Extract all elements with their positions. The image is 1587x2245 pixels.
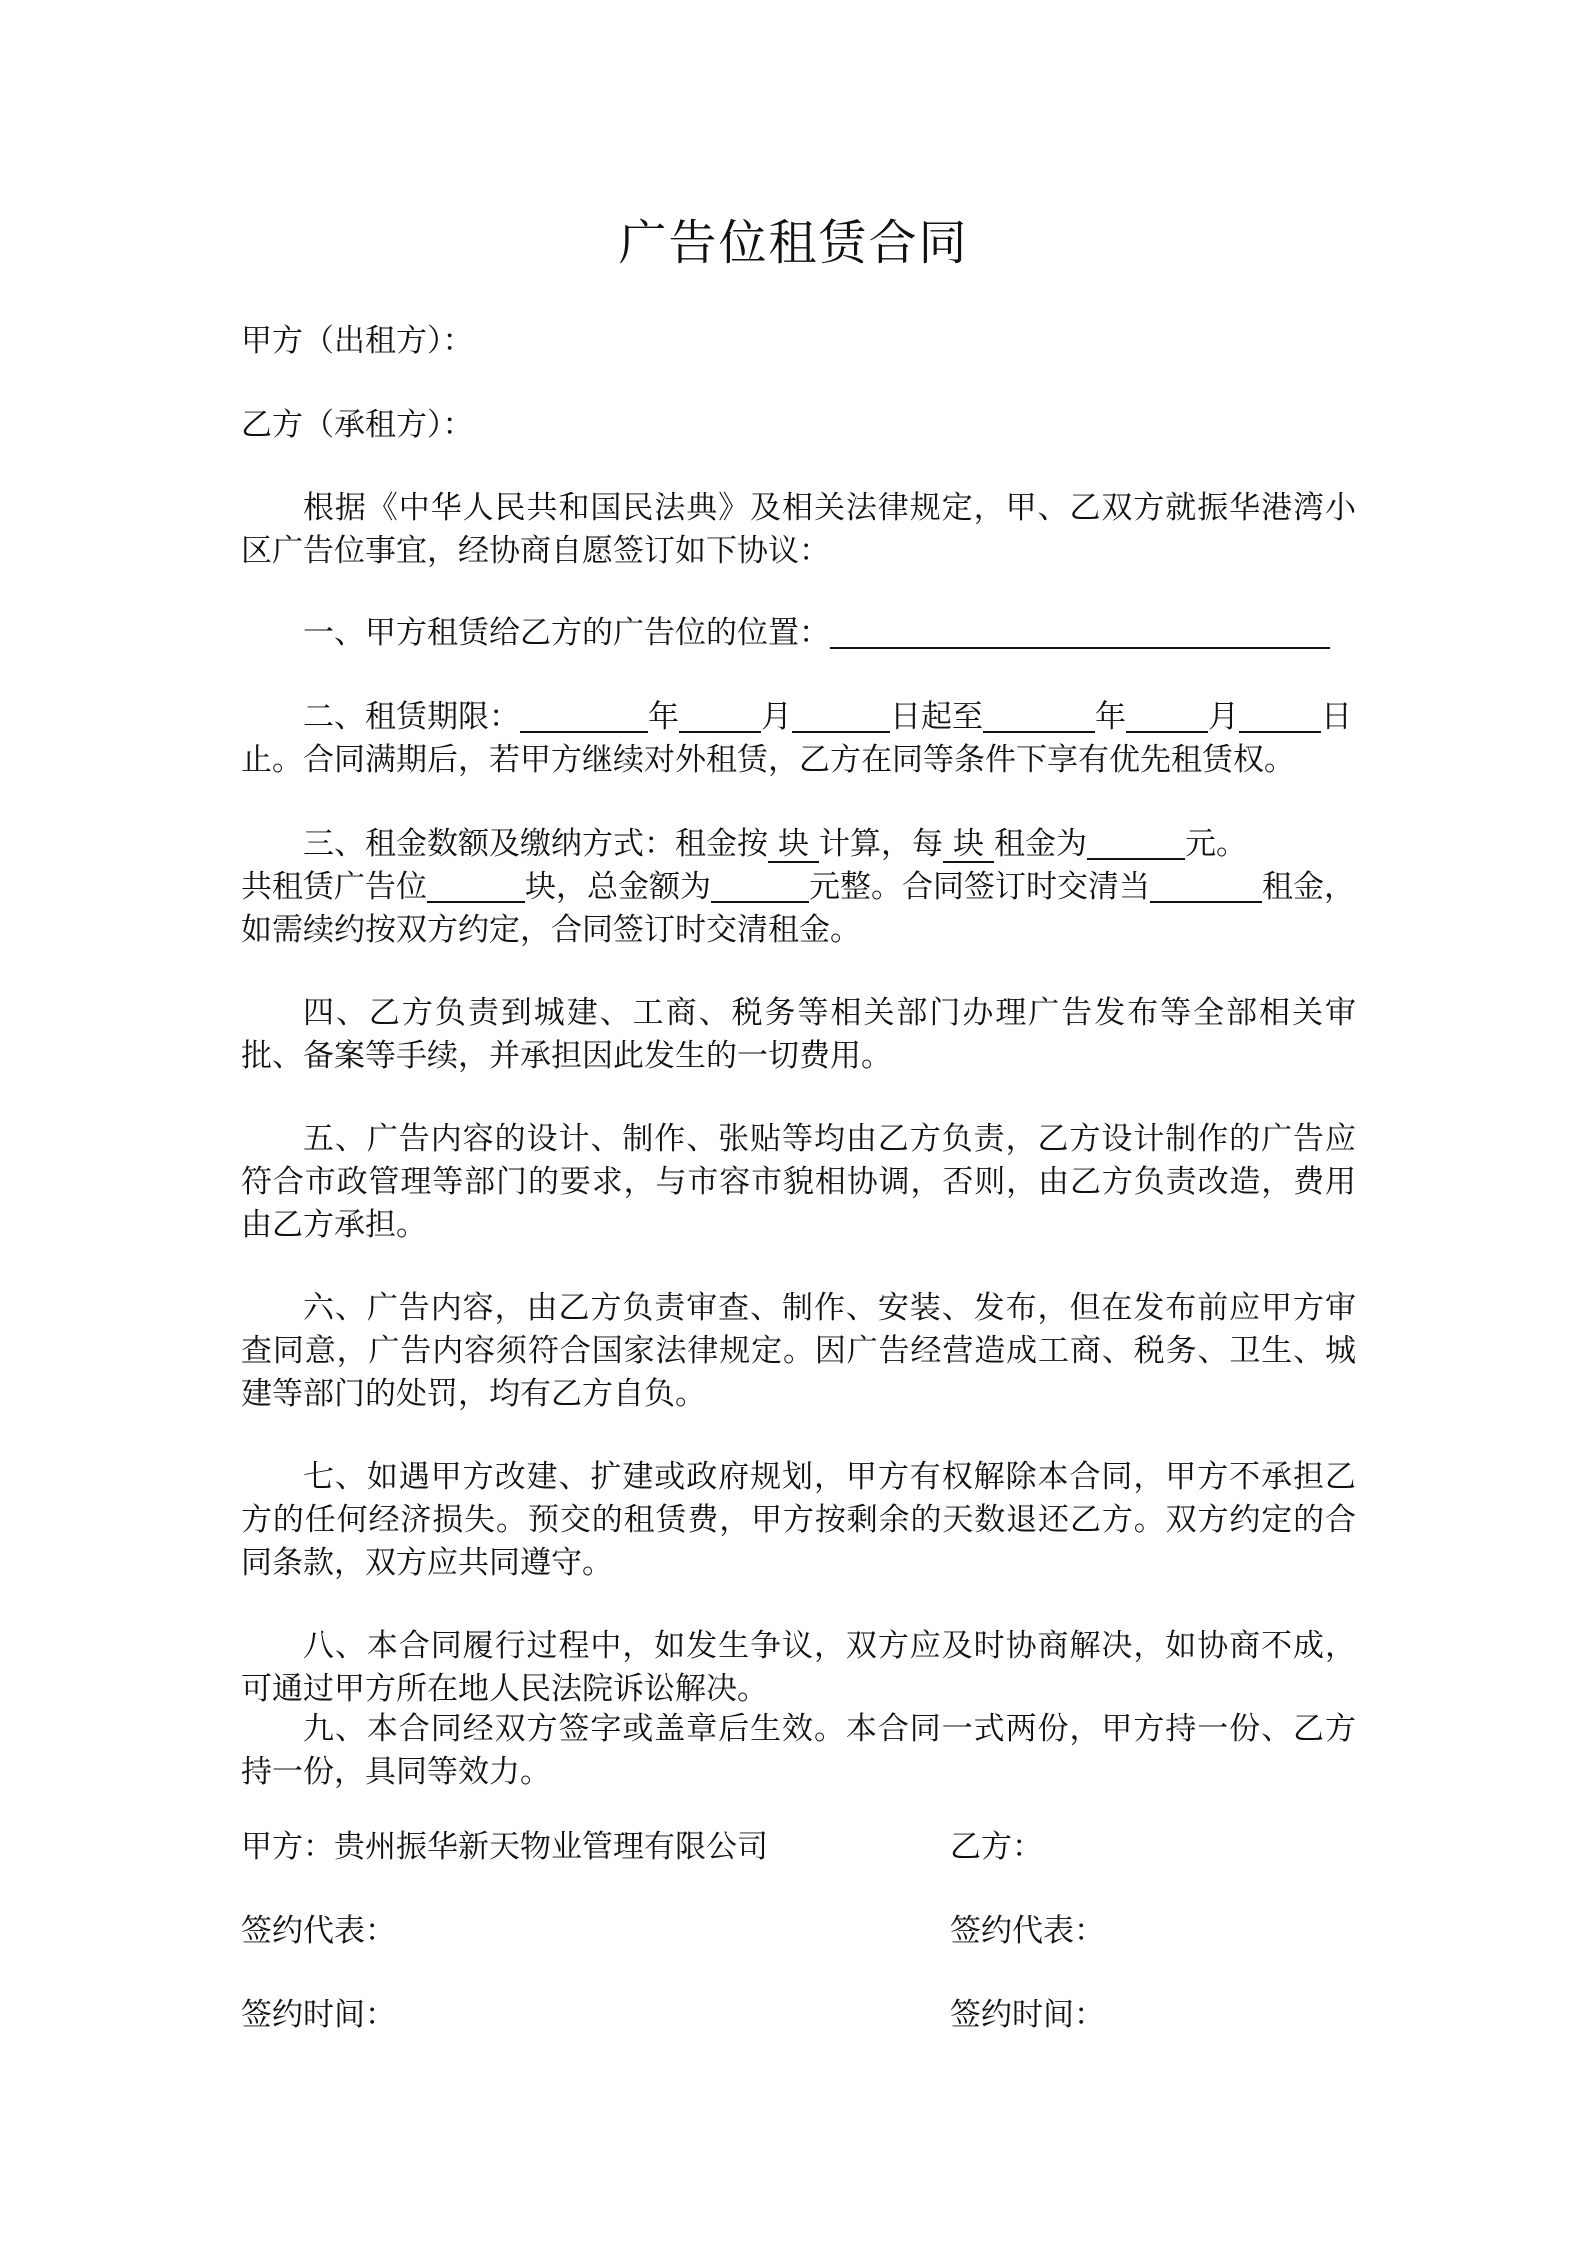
signature-party-a: 甲方：贵州振华新天物业管理有限公司 <box>241 1829 768 1865</box>
signature-time-a: 签约时间： <box>241 1997 396 2033</box>
clause-6: 六、广告内容，由乙方负责审查、制作、安装、发布，但在发布前应甲方审查同意，广告内容须符合国家法律规定。因广告经营造成工商、税务、卫生、城建等部门的处罚，均有乙方自负。 <box>241 1290 1356 1412</box>
party-b-label: 乙方（承租方）： <box>241 407 474 443</box>
clause-3-total-label: 块，总金额为 <box>525 869 711 905</box>
signature-row-party <box>241 1826 1356 1869</box>
blank-start-day[interactable] <box>792 698 890 733</box>
signature-row-rep <box>241 1910 1356 1953</box>
signature-party-b: 乙方： <box>950 1829 1043 1865</box>
blank-end-day[interactable] <box>1239 698 1321 733</box>
label-year-2: 年 <box>1095 699 1126 735</box>
blank-end-year[interactable] <box>983 698 1095 733</box>
blank-total-amount[interactable] <box>711 868 809 903</box>
rent-unit-1: 块 <box>768 827 819 863</box>
clause-4: 四、乙方负责到城建、工商、税务等相关部门办理广告发布等全部相关审批、备案等手续，并承担因此发生的一切费用。 <box>241 995 1356 1074</box>
clause-3-line-3: 如需续约按双方约定，合同签订时交清租金。 <box>241 912 861 948</box>
clause-9: 九、本合同经双方签字或盖章后生效。本合同一式两份，甲方持一份、乙方持一份，具同等效力。 <box>241 1711 1356 1790</box>
clause-1 <box>241 612 1356 655</box>
label-yuan: 元。 <box>1185 826 1247 862</box>
blank-payment-period[interactable] <box>1150 868 1262 903</box>
blank-location[interactable] <box>830 614 1330 649</box>
clause-2-lead: 二、租赁期限： <box>303 699 520 735</box>
document-title: 广告位租赁合同 <box>618 215 969 271</box>
clause-5: 五、广告内容的设计、制作、张贴等均由乙方负责，乙方设计制作的广告应符合市政管理等部门的要求，与市容市貌相协调，否则，由乙方负责改造，费用由乙方承担。 <box>241 1121 1356 1243</box>
signature-time-b: 签约时间： <box>950 1997 1105 2033</box>
clause-3-payment-label: 元整。合同签订时交清当 <box>809 869 1150 905</box>
label-year: 年 <box>648 699 679 735</box>
party-a-label: 甲方（出租方）： <box>241 323 474 359</box>
clause-3-line-1 <box>241 823 1356 866</box>
blank-rent-amount[interactable] <box>1087 825 1185 860</box>
blank-start-month[interactable] <box>679 698 761 733</box>
clause-3-count-label: 共租赁广告位 <box>241 869 427 905</box>
blank-start-year[interactable] <box>520 698 648 733</box>
intro-paragraph: 根据《中华人民共和国民法典》及相关法律规定，甲、乙双方就振华港湾小区广告位事宜，经协商自愿签订如下协议： <box>241 490 1356 569</box>
clause-1-text: 一、甲方租赁给乙方的广告位的位置： <box>303 615 830 651</box>
label-month: 月 <box>761 699 792 735</box>
signature-rep-a: 签约代表： <box>241 1913 396 1949</box>
label-day-from: 日起至 <box>890 699 983 735</box>
signature-row-time <box>241 1994 1356 2037</box>
clause-3-calc: 计算，每 <box>819 826 943 862</box>
clause-8: 八、本合同履行过程中，如发生争议，双方应及时协商解决，如协商不成，可通过甲方所在地人民法院诉讼解决。 <box>241 1628 1356 1707</box>
clause-3-rent-is: 租金为 <box>994 826 1087 862</box>
clause-3-lead: 三、租金数额及缴纳方式：租金按 <box>303 826 768 862</box>
clause-3-rent-label: 租金， <box>1262 869 1355 905</box>
signature-rep-b: 签约代表： <box>950 1913 1105 1949</box>
blank-end-month[interactable] <box>1126 698 1208 733</box>
blank-ad-count[interactable] <box>427 868 525 903</box>
clause-7: 七、如遇甲方改建、扩建或政府规划，甲方有权解除本合同，甲方不承担乙方的任何经济损失。预交的租赁费，甲方按剩余的天数退还乙方。双方约定的合同条款，双方应共同遵守。 <box>241 1459 1356 1581</box>
label-month-2: 月 <box>1208 699 1239 735</box>
clause-2-line-2: 止。合同满期后，若甲方继续对外租赁，乙方在同等条件下享有优先租赁权。 <box>241 742 1295 778</box>
clause-2-line-1 <box>241 696 1356 739</box>
clause-3-line-2 <box>241 866 1356 909</box>
rent-unit-2: 块 <box>943 827 994 863</box>
label-day-end: 日 <box>1321 699 1352 735</box>
